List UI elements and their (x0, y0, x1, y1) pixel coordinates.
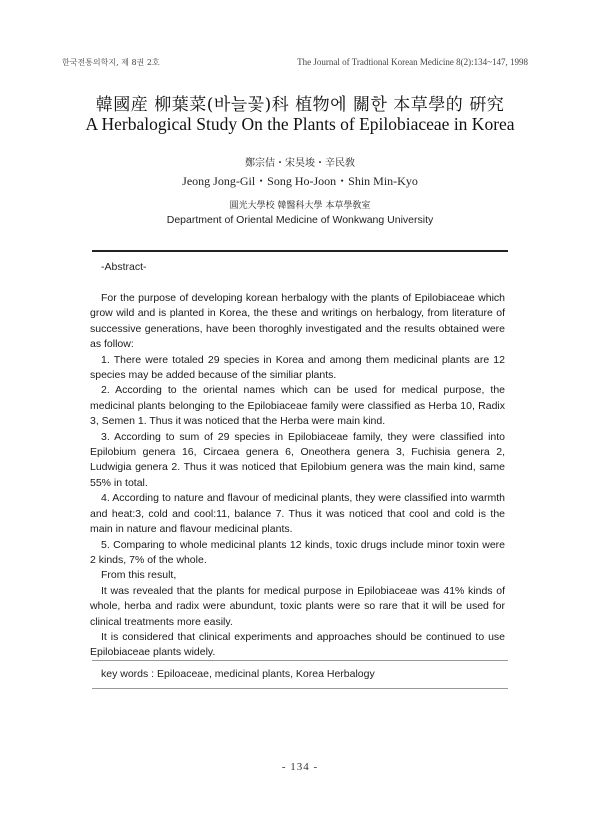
abstract-body (90, 291, 505, 661)
abstract-paragraph: 1. There were totaled 29 species in Korea and among them medicinal plants are 12 species may be added because of the similiar plants. (90, 353, 505, 382)
abstract-paragraph: 2. According to the oriental names which can be used for medical purpose, the medicinal plants belonging to the Epilobiaceae family were classified as Herba 10, Radix 3, Semen 1. Thus it was noticed that the Herba were main kind. (90, 384, 505, 428)
keywords-top-rule (92, 660, 508, 661)
abstract-paragraph: For the purpose of developing korean herbalogy with the plants of Epilobiaceae which grow wild and is planted in Korea, the these and writings on herbalogy, from literature of successive generations, have been thoroghly investigated and the results obtained were as follow: (90, 292, 505, 351)
abstract-top-rule (92, 250, 508, 252)
keywords: key words : Epiloaceae, medicinal plants, Korea Herbalogy (101, 668, 375, 680)
authors-english: Jeong Jong-Gil・Song Ho-Joon・Shin Min-Kyo (182, 174, 418, 188)
abstract-paragraph: 4. According to nature and flavour of medicinal plants, they were classified into warmth and heat:3, cold and cool:11, balance 7. Thus it was noticed that cool and cold is the main in nature and flavour medicinal plants. (90, 492, 505, 536)
affiliation-english: Department of Oriental Medicine of Wonkwang University (166, 214, 434, 226)
title-english: A Herbalogical Study On the Plants of Epilobiaceae in Korea (85, 114, 515, 134)
page-number: - 134 - (281, 761, 319, 773)
title-korean: 韓國産 柳葉菜(바늘꽃)科 植物에 關한 本草學的 硏究 (95, 95, 505, 115)
abstract-paragraph: It was revealed that the plants for medical purpose in Epilobiaceae was 41% kinds of whole, herba and radix were abundunt, toxic plants were so rare that it will be used for clinical treatments more easily. (90, 584, 505, 628)
abstract-paragraph: From this result, (101, 569, 177, 582)
abstract-paragraph: 5. Comparing to whole medicinal plants 12 kinds, toxic drugs include minor toxin were 2 kinds, 7% of the whole. (90, 538, 505, 566)
affiliation-korean: 圓光大學校 韓醫科大學 本草學敎室 (229, 201, 371, 211)
abstract-paragraph: It is considered that clinical experiments and approaches should be continued to use Epilobiaceae plants widely. (90, 630, 505, 659)
journal-header-korean: 한국전통의학지, 제 8권 2호 (62, 58, 160, 67)
keywords-bottom-rule (92, 688, 508, 689)
abstract-label: -Abstract- (101, 261, 147, 273)
authors-korean: 鄭宗佶・宋昊埈・辛民敎 (245, 158, 355, 169)
journal-header-english: The Journal of Tradtional Korean Medicine 8(2):134~147, 1998 (297, 57, 528, 67)
abstract-paragraph: 3. According to sum of 29 species in Epilobiaceae family, they were classified into Epilobium genera 16, Circaea genera 6, Oneothera genera 3, Fuchisia genera 2, Ludwigia genera 2. Thus it was noticed that Epilobium genera was the main kind, same 55% in total. (90, 430, 505, 489)
